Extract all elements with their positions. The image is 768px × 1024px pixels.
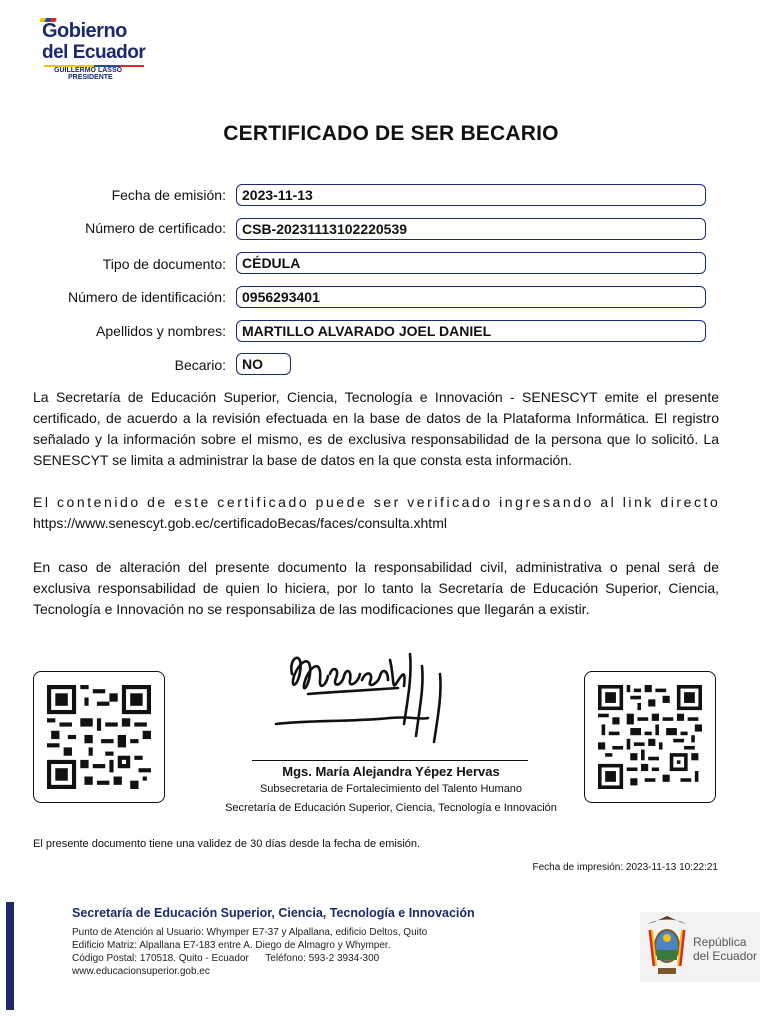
gobierno-logo [36,18,166,82]
field-numero-certificado: CSB-20231113102220539 [236,218,706,240]
republica-text-1: República [693,935,747,949]
signature-line [252,760,528,761]
validity-note: El presente documento tiene una validez de 30 días desde la fecha de emisión. [33,838,421,850]
field-tipo-documento: CÉDULA [236,252,706,274]
logo-line-4: PRESIDENTE [68,74,113,81]
field-fecha-emision: 2023-11-13 [236,184,706,206]
footer-address-1: Punto de Atención al Usuario: Whymper E7-37 y Alpallana, edificio Deltos, Quito [72,927,428,938]
label-becario: Becario: [174,357,226,373]
coat-of-arms-icon [644,916,690,978]
footer-website[interactable]: www.educacionsuperior.gob.ec [72,966,210,977]
republica-text-2: del Ecuador [693,949,758,963]
logo-line-1: Gobierno [42,20,127,42]
signatory-name: Mgs. María Alejandra Yépez Hervas [282,764,500,779]
label-tipo-documento: Tipo de documento: [102,256,226,272]
footer-postal-phone: Código Postal: 170518. Quito - Ecuador Teléfono: 593-2 3934-300 [72,953,380,964]
document-title: CERTIFICADO DE SER BECARIO [223,122,559,145]
handwritten-signature [270,646,470,756]
logo-line-3: GUILLERMO LASSO [54,67,123,74]
footer-title: Secretaría de Educación Superior, Ciencia, Tecnología e Innovación [72,906,475,920]
signatory-organization: Secretaría de Educación Superior, Ciencia, Tecnología e Innovación [225,802,557,814]
logo-line-2: del Ecuador [42,42,146,63]
label-numero-identificacion: Número de identificación: [68,289,226,305]
verify-link[interactable]: https://www.senescyt.gob.ec/certificadoBecas/faces/consulta.xhtml [33,515,447,531]
paragraph-senescyt: La Secretaría de Educación Superior, Ciencia, Tecnología e Innovación - SENESCYT emite el presente certificado, de acuerdo a la revisión efectuada en la base de datos de la Plataforma Informática. El registro señalado y la información sobre el mismo, es de exclusiva responsabilidad de la persona que lo solicitó. La SENESCYT se limita a administrar la base de datos en la que consta esta información. [33,389,719,468]
footer-accent-bar [6,902,14,1010]
paragraph-verify-text: El contenido de este certificado puede ser verificado ingresando al link directo [33,494,721,510]
field-apellidos-nombres: MARTILLO ALVARADO JOEL DANIEL [236,320,706,342]
label-numero-certificado: Número de certificado: [85,220,226,236]
field-numero-identificacion: 0956293401 [236,286,706,308]
print-date: Fecha de impresión: 2023-11-13 10:22:21 [532,862,718,873]
signatory-role: Subsecretaria de Fortalecimiento del Talento Humano [259,783,523,795]
label-apellidos-nombres: Apellidos y nombres: [96,323,226,339]
paragraph-alteracion: En caso de alteración del presente documento la responsabilidad civil, administrativa o penal será de exclusiva responsabilidad de quien lo hiciera, por lo tanto la Secretaría de Educación Superior, Ciencia, Tecnología e Innovación no se responsabiliza de las modificaciones que llegarán a existir. [33,559,719,617]
footer-address-2: Edificio Matriz: Alpallana E7-183 entre A. Diego de Almagro y Whymper. [72,940,391,951]
field-becario: NO [236,353,291,375]
label-fecha-emision: Fecha de emisión: [111,187,226,203]
